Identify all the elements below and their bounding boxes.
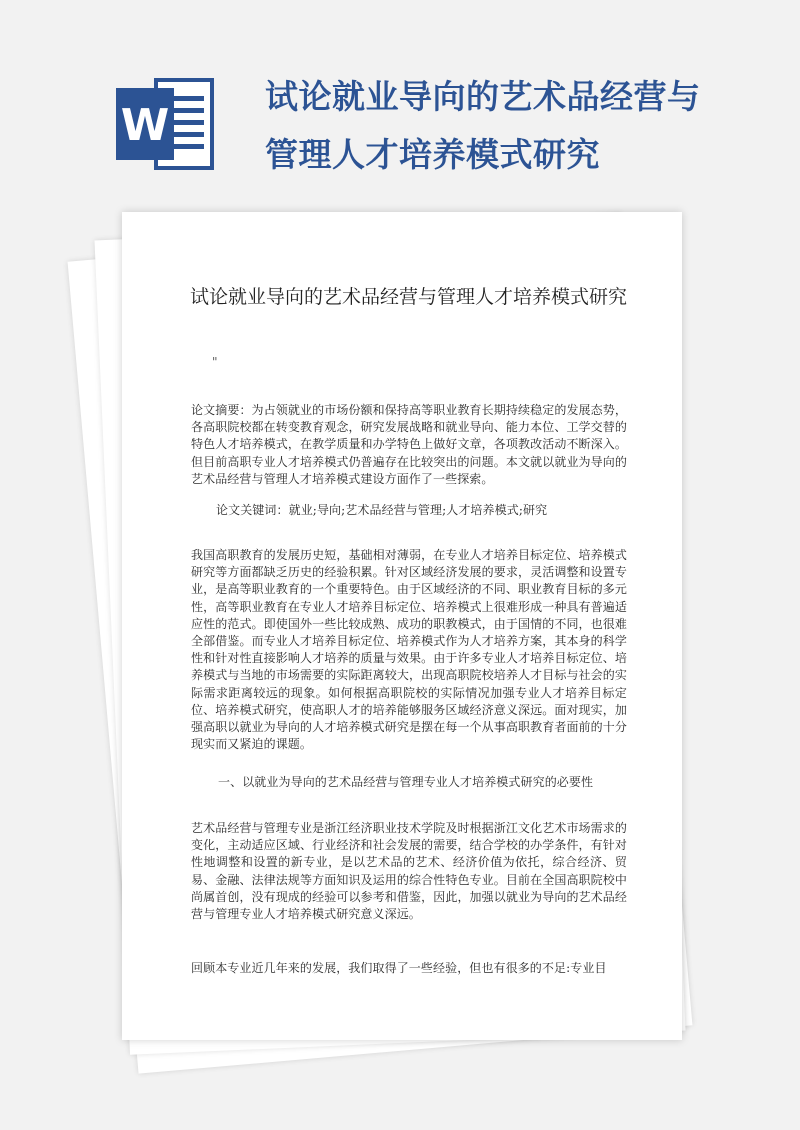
document-title: 试论就业导向的艺术品经营与管理人才培养模式研究 (190, 286, 628, 308)
intro-paragraph: 我国高职教育的发展历史短，基础相对薄弱，在专业人才培养目标定位、培养模式研究等方面都缺乏历史的经验积累。针对区域经济发展的要求，灵活调整和设置专业，是高等职业教育的一个重要特色。由于区域经济的不同、职业教育目标的多元性，高等职业教育在专业人才培养目标定位、培养模式上很难形成一种具有普遍适应性的范式。即使国外一些比较成熟、成功的职教模式，由于国情的不同，也很难全部借鉴。而专业人才培养目标定位、培养模式作为人才培养方案，其本身的科学性和针对性直接影响人才培养的质量与效果。由于许多专业人才培养目标定位、培养模式与当地的市场需要的实际距离较大，出现高职院校培养人才目标与社会的实际需求距离较远的现象。如何根据高职院校的实际情况加强专业人才培养目标定位、培养模式研究，使高职人才的培养能够服务区域经济意义深远。面对现实，加强高职以就业为导向的人才培养模式研究是摆在每一个从事高职教育者面前的十分现实而又紧迫的课题。 (191, 548, 627, 752)
body-paragraph-2: 回顾本专业近几年来的发展，我们取得了一些经验，但也有很多的不足:专业目 (191, 961, 607, 975)
page-title (265, 68, 785, 184)
word-icon-letter: W (120, 100, 170, 151)
section-heading: 一、以就业为导向的艺术品经营与管理专业人才培养模式研究的必要性 (218, 775, 594, 789)
body-paragraph-1: 艺术品经营与管理专业是浙江经济职业技术学院及时根据浙江文化艺术市场需求的变化，主动适应区域、行业经济和社会发展的需要，结合学校的办学条件，有针对性地调整和设置的新专业，是以艺术品的艺术、经济价值为依托，综合经济、贸易、金融、法律法规等方面知识及运用的综合性特色专业。目前在全国高职院校中尚属首创，没有现成的经验可以参考和借鉴，因此，加强以就业为导向的艺术品经营与管理专业人才培养模式研究意义深远。 (191, 821, 627, 922)
word-document-icon (112, 72, 220, 176)
header (0, 0, 800, 215)
page-title-line-2: 管理人才培养模式研究 (265, 135, 600, 174)
page-title-line-1: 试论就业导向的艺术品经营与 (265, 77, 701, 116)
quote-mark: " (212, 355, 218, 369)
keywords-line: 论文关键词：就业;导向;艺术品经营与管理;人才培养模式;研究 (216, 503, 548, 517)
abstract-paragraph: 论文摘要：为占领就业的市场份额和保持高等职业教育长期持续稳定的发展态势，各高职院校都在转变教育观念，研究发展战略和就业导向、能力本位、工学交替的特色人才培养模式，在教学质量和办学特色上做好文章，各项教改活动不断深入。但目前高职专业人才培养模式仍普遍存在比较突出的问题。本文就以就业为导向的艺术品经营与管理人才培养模式建设方面作了一些探索。 (191, 403, 627, 486)
